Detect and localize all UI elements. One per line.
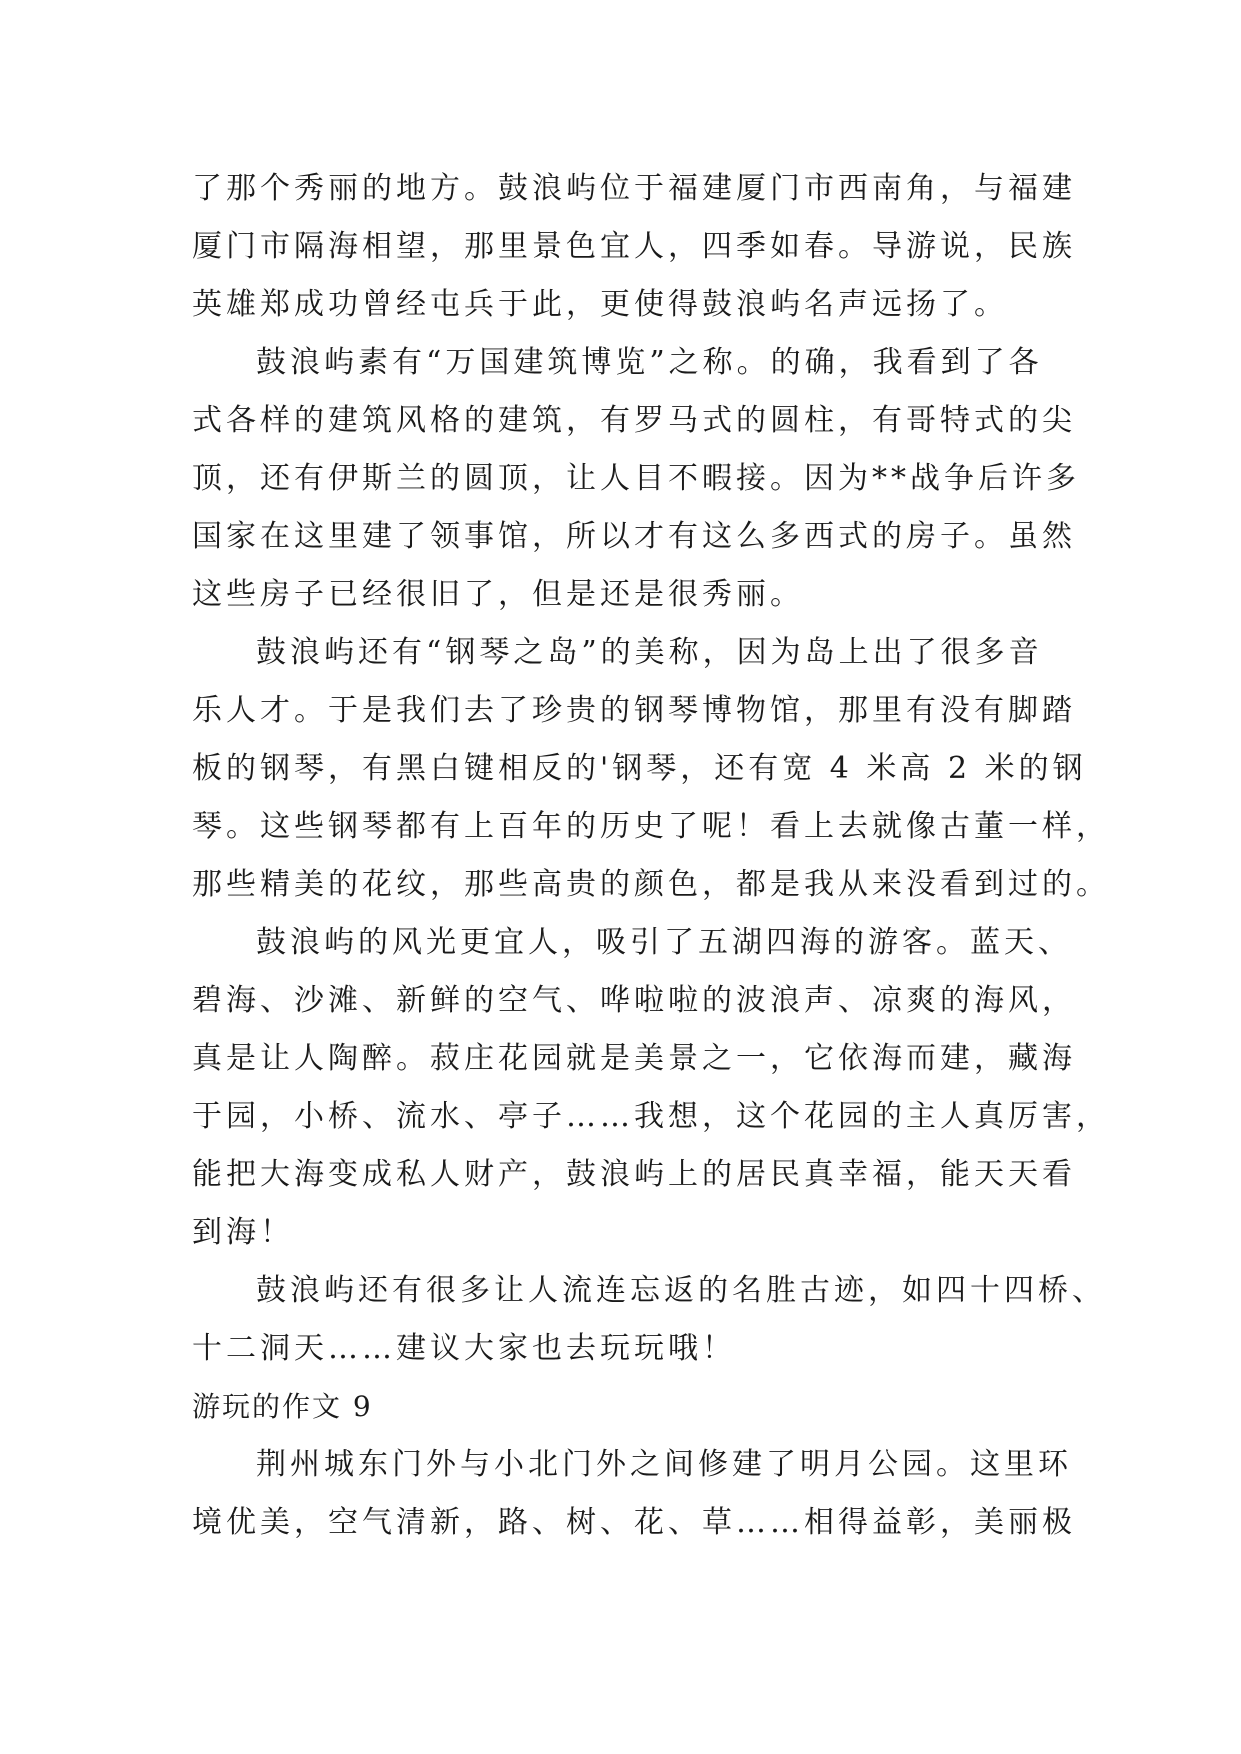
paragraph-3 <box>192 624 1110 914</box>
text-line: 琴。这些钢琴都有上百年的历史了呢！看上去就像古董一样， <box>192 809 1110 844</box>
text-line: 板的钢琴，有黑白键相反的'钢琴，还有宽 4 米高 2 米的钢 <box>192 751 1087 786</box>
text-line: 碧海、沙滩、新鲜的空气、哗啦啦的波浪声、凉爽的海风， <box>192 983 1076 1018</box>
section-heading: 游玩的作文 9 <box>192 1390 373 1423</box>
text-line: 式各样的建筑风格的建筑，有罗马式的圆柱，有哥特式的尖 <box>192 403 1076 438</box>
paragraph-4 <box>192 914 1110 1262</box>
text-line: 国家在这里建了领事馆，所以才有这么多西式的房子。虽然 <box>192 519 1076 554</box>
paragraph-2 <box>192 334 1080 624</box>
text-line: 十二洞天……建议大家也去玩玩哦！ <box>192 1331 736 1366</box>
text-line: 英雄郑成功曾经屯兵于此，更使得鼓浪屿名声远扬了。 <box>192 287 1008 322</box>
text-line: 这些房子已经很旧了，但是还是很秀丽。 <box>192 577 804 612</box>
text-line: 鼓浪屿的风光更宜人，吸引了五湖四海的游客。蓝天、 <box>256 925 1072 960</box>
text-line: 那些精美的花纹，那些高贵的颜色，都是我从来没看到过的。 <box>192 867 1110 902</box>
text-line: 鼓浪屿素有“万国建筑博览”之称。的确，我看到了各 <box>256 345 1043 380</box>
text-line: 鼓浪屿还有“钢琴之岛”的美称，因为岛上出了很多音 <box>256 635 1043 670</box>
paragraph-1 <box>192 160 1076 334</box>
text-line: 鼓浪屿还有很多让人流连忘返的名胜古迹，如四十四桥、 <box>256 1273 1106 1308</box>
text-line: 乐人才。于是我们去了珍贵的钢琴博物馆，那里有没有脚踏 <box>192 693 1076 728</box>
text-line: 能把大海变成私人财产，鼓浪屿上的居民真幸福，能天天看 <box>192 1157 1076 1192</box>
text-line: 荆州城东门外与小北门外之间修建了明月公园。这里环 <box>256 1447 1072 1482</box>
paragraph-6 <box>192 1436 1076 1552</box>
text-line: 境优美，空气清新，路、树、花、草……相得益彰，美丽极 <box>192 1505 1076 1540</box>
document-page <box>192 160 1110 1552</box>
paragraph-5 <box>192 1262 1106 1378</box>
text-line: 了那个秀丽的地方。鼓浪屿位于福建厦门市西南角，与福建 <box>192 171 1076 206</box>
text-line: 厦门市隔海相望，那里景色宜人，四季如春。导游说，民族 <box>192 229 1076 264</box>
text-line: 真是让人陶醉。菽庄花园就是美景之一，它依海而建，藏海 <box>192 1041 1076 1076</box>
text-line: 到海！ <box>192 1215 294 1250</box>
text-line: 于园，小桥、流水、亭子……我想，这个花园的主人真厉害， <box>192 1099 1110 1134</box>
text-line: 顶，还有伊斯兰的圆顶，让人目不暇接。因为**战争后许多 <box>192 461 1080 496</box>
